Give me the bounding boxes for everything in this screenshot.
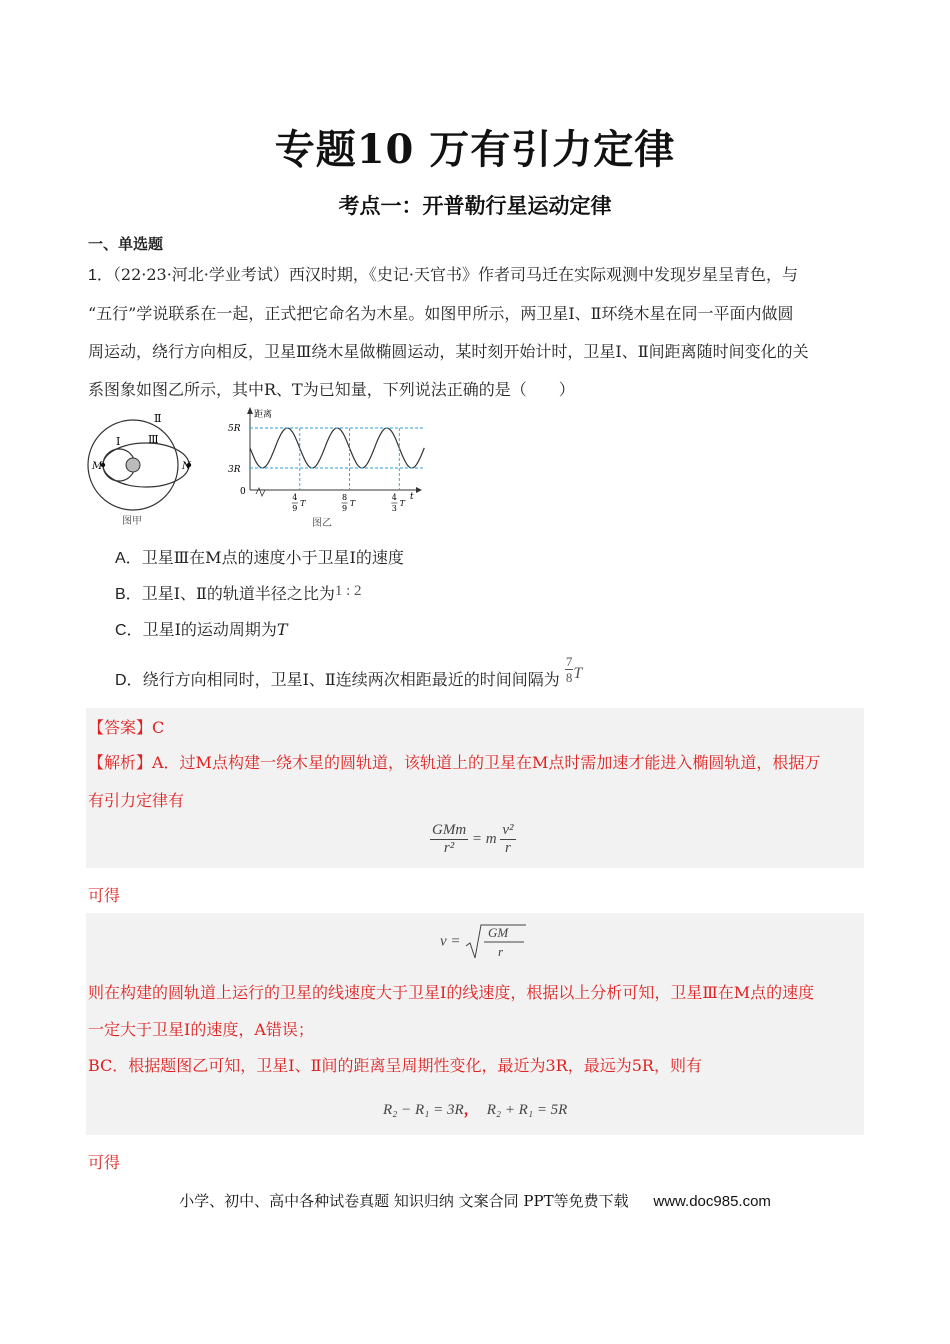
x-tick-den: 9 [292,504,298,513]
axis-break [256,488,265,496]
question-line-4: 系图象如图乙所示，其中R、T为已知量，下列说法正确的是（ ） [88,380,575,399]
question-text [88,256,864,409]
option-c[interactable]: C．卫星Ⅰ的运动周期为T [115,620,288,639]
x-tick-num: 8 [342,493,348,502]
option-a[interactable]: A．卫星Ⅲ在M点的速度小于卫星Ⅰ的速度 [115,548,404,567]
footer-url[interactable]: www.doc985.com [653,1193,771,1210]
y-tick-5R: 5R [228,424,241,434]
option-b[interactable]: B．卫星Ⅰ、Ⅱ的轨道半径之比为1 : 2 [115,583,362,603]
x-tick-den: 3 [391,504,397,513]
x-tick-unit: T [349,499,356,508]
y-axis-arrow [247,407,253,414]
label-I: Ⅰ [116,435,121,448]
page-subtitle: 考点一：开普勒行星运动定律 [338,193,612,218]
caption-jia: 图甲 [122,516,142,527]
question-line-2: “五行”学说联系在一起，正式把它命名为木星。如图甲所示，两卫星Ⅰ、Ⅱ环绕木星在同一平面内做圆 [88,304,794,323]
answer-line: 【答案】C [88,718,165,737]
origin-label: 0 [240,487,246,497]
label-M: M [92,461,103,472]
y-axis-label: 距离 [254,410,273,420]
option-d[interactable]: D．绕行方向相同时，卫星Ⅰ、Ⅱ连续两次相距最近的时间间隔为 $\frac{7}{8}$ T [115,654,583,689]
footer-text: 小学、初中、高中各种试卷真题 知识归纳 文案合同 PPT等免费下载 [179,1192,629,1210]
x-tick-2 [342,493,356,513]
figure-distance-chart [226,404,426,529]
analysis-line-4: 一定大于卫星Ⅰ的速度，A错误； [88,1020,314,1039]
y-tick-3R: 3R [228,465,241,475]
x-axis-arrow [416,487,422,493]
x-tick-1 [292,493,306,513]
analysis-line-1: 【解析】A．过M点构建一绕木星的圆轨道，该轨道上的卫星在M点时需加速才能进入椭圆轨道，根据万 [88,753,821,772]
section-heading: 一、单选题 [88,235,164,253]
x-tick-den: 9 [342,504,348,513]
svg-text:r: r [498,944,504,959]
so-line-1: 可得 [88,886,121,905]
formula-gravity: GMm r² = m $\frac{\text{v²}}{r}$ [432,822,514,856]
question-line-3: 周运动，绕行方向相反，卫星Ⅲ绕木星做椭圆运动，某时刻开始计时，卫星Ⅰ、Ⅱ间距离随时间变化的关 [88,342,809,361]
label-N: N [182,461,191,472]
label-III: Ⅲ [148,433,159,446]
x-tick-num: 4 [391,493,397,502]
x-tick-num: 4 [292,493,298,502]
x-tick-unit: T [300,499,306,508]
analysis-line-2: 有引力定律有 [88,791,185,810]
x-axis-label: t [410,492,414,502]
x-tick-3 [391,493,405,513]
analysis-line-3: 则在构建的圆轨道上运行的卫星的线速度大于卫星Ⅰ的线速度，根据以上分析可知，卫星Ⅲ在M点的速度 [88,983,815,1002]
orbit-III [103,443,189,487]
jupiter [126,458,140,472]
caption-yi: 图乙 [312,518,332,529]
figure-orbits [86,410,196,530]
question-line-1: 1．（22·23·河北·学业考试）西汉时期，《史记·天官书》作者司马迁在实际观测中发现岁星呈青色，与 [88,265,798,284]
svg-text:GM: GM [488,925,509,940]
distance-curve [250,428,424,468]
label-II: Ⅱ [154,412,162,425]
x-tick-unit: T [399,499,406,508]
question-number: 1． [88,267,113,284]
formula-velocity: v = GM r [440,922,528,962]
analysis-line-5: BC．根据题图乙可知，卫星Ⅰ、Ⅱ间的距离呈周期性变化，最近为3R，最远为5R，则有 [88,1056,702,1075]
so-line-2: 可得 [88,1153,121,1172]
formula-radii: R₂ − R₁ = 3R， R₂ + R₁ = 5R [383,1102,568,1118]
footer [0,1190,950,1211]
page-title: 专题10 万有引力定律 [274,126,676,173]
